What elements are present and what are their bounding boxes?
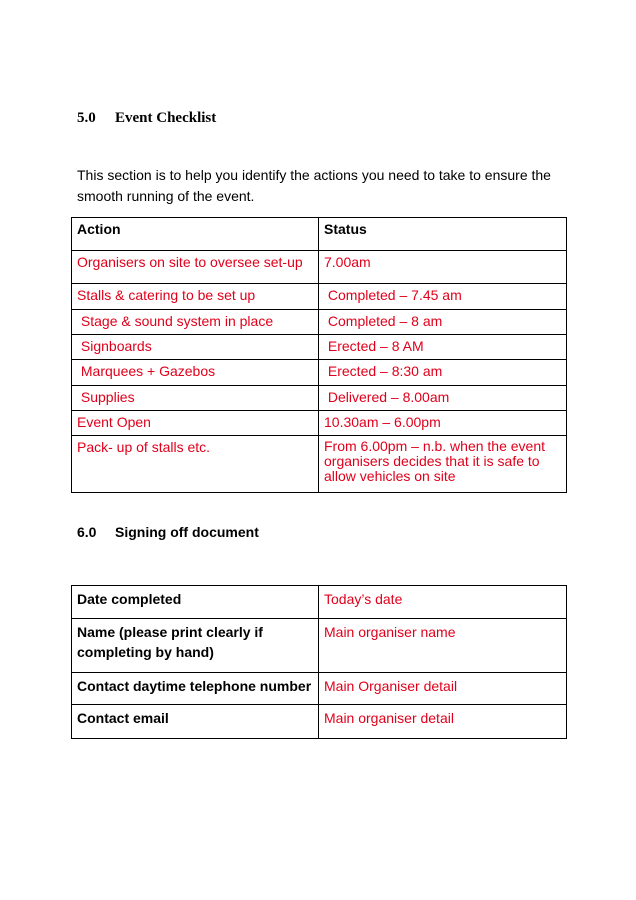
action-cell: Organisers on site to oversee set-up (72, 251, 319, 284)
signoff-value: Main Organiser detail (319, 673, 567, 705)
status-cell: 7.00am (319, 251, 567, 284)
table-row (72, 673, 567, 705)
section-heading-event-checklist (77, 110, 216, 127)
action-cell: Signboards (72, 335, 319, 360)
action-cell: Supplies (72, 386, 319, 411)
table-header-row (72, 218, 567, 251)
table-row (72, 251, 567, 284)
table-row (72, 436, 567, 493)
table-row (72, 386, 567, 411)
action-cell: Pack- up of stalls etc. (72, 436, 319, 493)
action-cell: Stage & sound system in place (72, 310, 319, 335)
signoff-value: Main organiser detail (319, 705, 567, 739)
status-cell: Erected – 8 AM (319, 335, 567, 360)
action-cell: Marquees + Gazebos (72, 360, 319, 386)
signoff-value: Today’s date (319, 586, 567, 619)
table-row (72, 360, 567, 386)
status-cell: Completed – 8 am (319, 310, 567, 335)
signoff-value: Main organiser name (319, 619, 567, 673)
signoff-label: Contact email (72, 705, 319, 739)
signoff-label: Contact daytime telephone number (72, 673, 319, 705)
event-checklist-table (71, 217, 567, 493)
action-cell: Stalls & catering to be set up (72, 284, 319, 310)
status-cell: Completed – 7.45 am (319, 284, 567, 310)
table-row (72, 310, 567, 335)
action-cell: Event Open (72, 411, 319, 436)
section-intro-paragraph: This section is to help you identify the actions you need to take to ensure the smooth running of the event. (77, 167, 551, 204)
signoff-label: Date completed (72, 586, 319, 619)
status-cell: Erected – 8:30 am (319, 360, 567, 386)
signoff-table (71, 585, 567, 739)
status-cell: Delivered – 8.00am (319, 386, 567, 411)
section-title: Signing off document (115, 524, 259, 540)
status-cell: 10.30am – 6.00pm (319, 411, 567, 436)
section-title: Event Checklist (115, 110, 217, 126)
section-number: 6.0 (77, 524, 97, 540)
signoff-label: Name (please print clearly if completing by hand) (72, 619, 319, 673)
column-header-status: Status (319, 218, 567, 251)
table-row (72, 705, 567, 739)
table-row (72, 284, 567, 310)
column-header-action: Action (72, 218, 319, 251)
table-row (72, 586, 567, 619)
status-cell: From 6.00pm – n.b. when the event organisers decides that it is safe to allow vehicles on site (319, 436, 567, 493)
section-number: 5.0 (77, 110, 96, 126)
section-heading-signing-off (77, 524, 259, 540)
table-row (72, 335, 567, 360)
table-row (72, 411, 567, 436)
table-row (72, 619, 567, 673)
